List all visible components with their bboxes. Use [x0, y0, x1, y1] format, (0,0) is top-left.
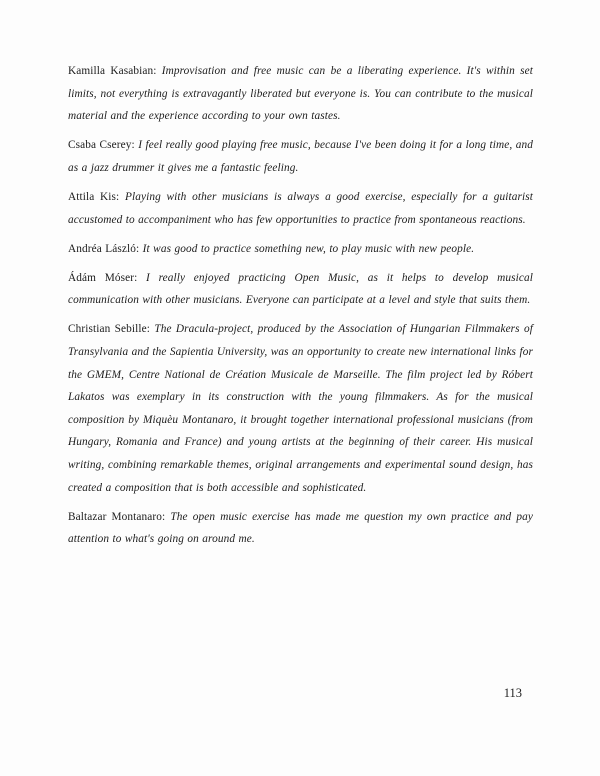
- testimonial-paragraph: [68, 267, 533, 312]
- quote-text: I feel really good playing free music, because I've been doing it for a long time, and as a jazz drummer it gives me a fantastic feeling.: [68, 139, 533, 174]
- quote-text: Playing with other musicians is always a good exercise, especially for a guitarist accustomed to accompaniment who has few opportunities to practice from spontaneous reactions.: [68, 190, 533, 226]
- quote-text: Improvisation and free music can be a liberating experience. It's within set limits, not everything is extravagantly liberated but everyone is. You can contribute to the musical material and the experience according to your own tastes.: [68, 65, 533, 123]
- testimonial-paragraph: [68, 506, 533, 551]
- testimonial-paragraph: [68, 134, 533, 179]
- name-quote-separator: :: [162, 510, 171, 523]
- speaker-name: Ádám Móser: [68, 271, 135, 284]
- speaker-name: Christian Sebille: [68, 323, 147, 336]
- speaker-name: Attila Kis: [68, 190, 117, 203]
- speaker-name: Baltazar Montanaro: [68, 510, 163, 523]
- page-number: 113: [503, 686, 522, 700]
- speaker-name: Andréa László: [68, 242, 136, 255]
- testimonial-paragraph: [68, 186, 533, 231]
- name-quote-separator: :: [134, 271, 147, 284]
- testimonial-list: [68, 60, 533, 551]
- speaker-name: Csaba Cserey: [68, 139, 132, 152]
- name-quote-separator: :: [153, 65, 162, 77]
- quote-text: It was good to practice something new, to play music with new people.: [142, 242, 475, 255]
- testimonial-paragraph: [68, 60, 533, 128]
- quote-text: The Dracula-project, produced by the Association of Hungarian Filmmakers of Transylvania and the Sapientia University, was an opportunity to create new international links for the GMEM, Centre National de Création Musicale de Marseille. The film project led by Róbert Lakatos was exemplary in its construction with the young filmmakers. As for the musical composition by Miquèu Montanaro, it brought together international professional musicians (from Hungary, Romania and France) and young artists at the beginning of their career. His musical writing, combining remarkable themes, original arrangements and experimental sound design, has created a composition that is both accessible and sophisticated.: [68, 323, 533, 494]
- testimonial-paragraph: [68, 238, 533, 261]
- quote-text: I really enjoyed practicing Open Music, as it helps to develop musical communication with other musicians. Everyone can participate at a level and style that suits them.: [68, 271, 533, 307]
- name-quote-separator: :: [131, 139, 139, 152]
- name-quote-separator: :: [116, 190, 125, 203]
- name-quote-separator: :: [146, 323, 155, 336]
- name-quote-separator: :: [135, 242, 143, 255]
- quote-text: The open music exercise has made me question my own practice and pay attention to what's going on around me.: [68, 510, 533, 546]
- testimonial-paragraph: [68, 318, 533, 499]
- speaker-name: Kamilla Kasabian: [68, 65, 154, 77]
